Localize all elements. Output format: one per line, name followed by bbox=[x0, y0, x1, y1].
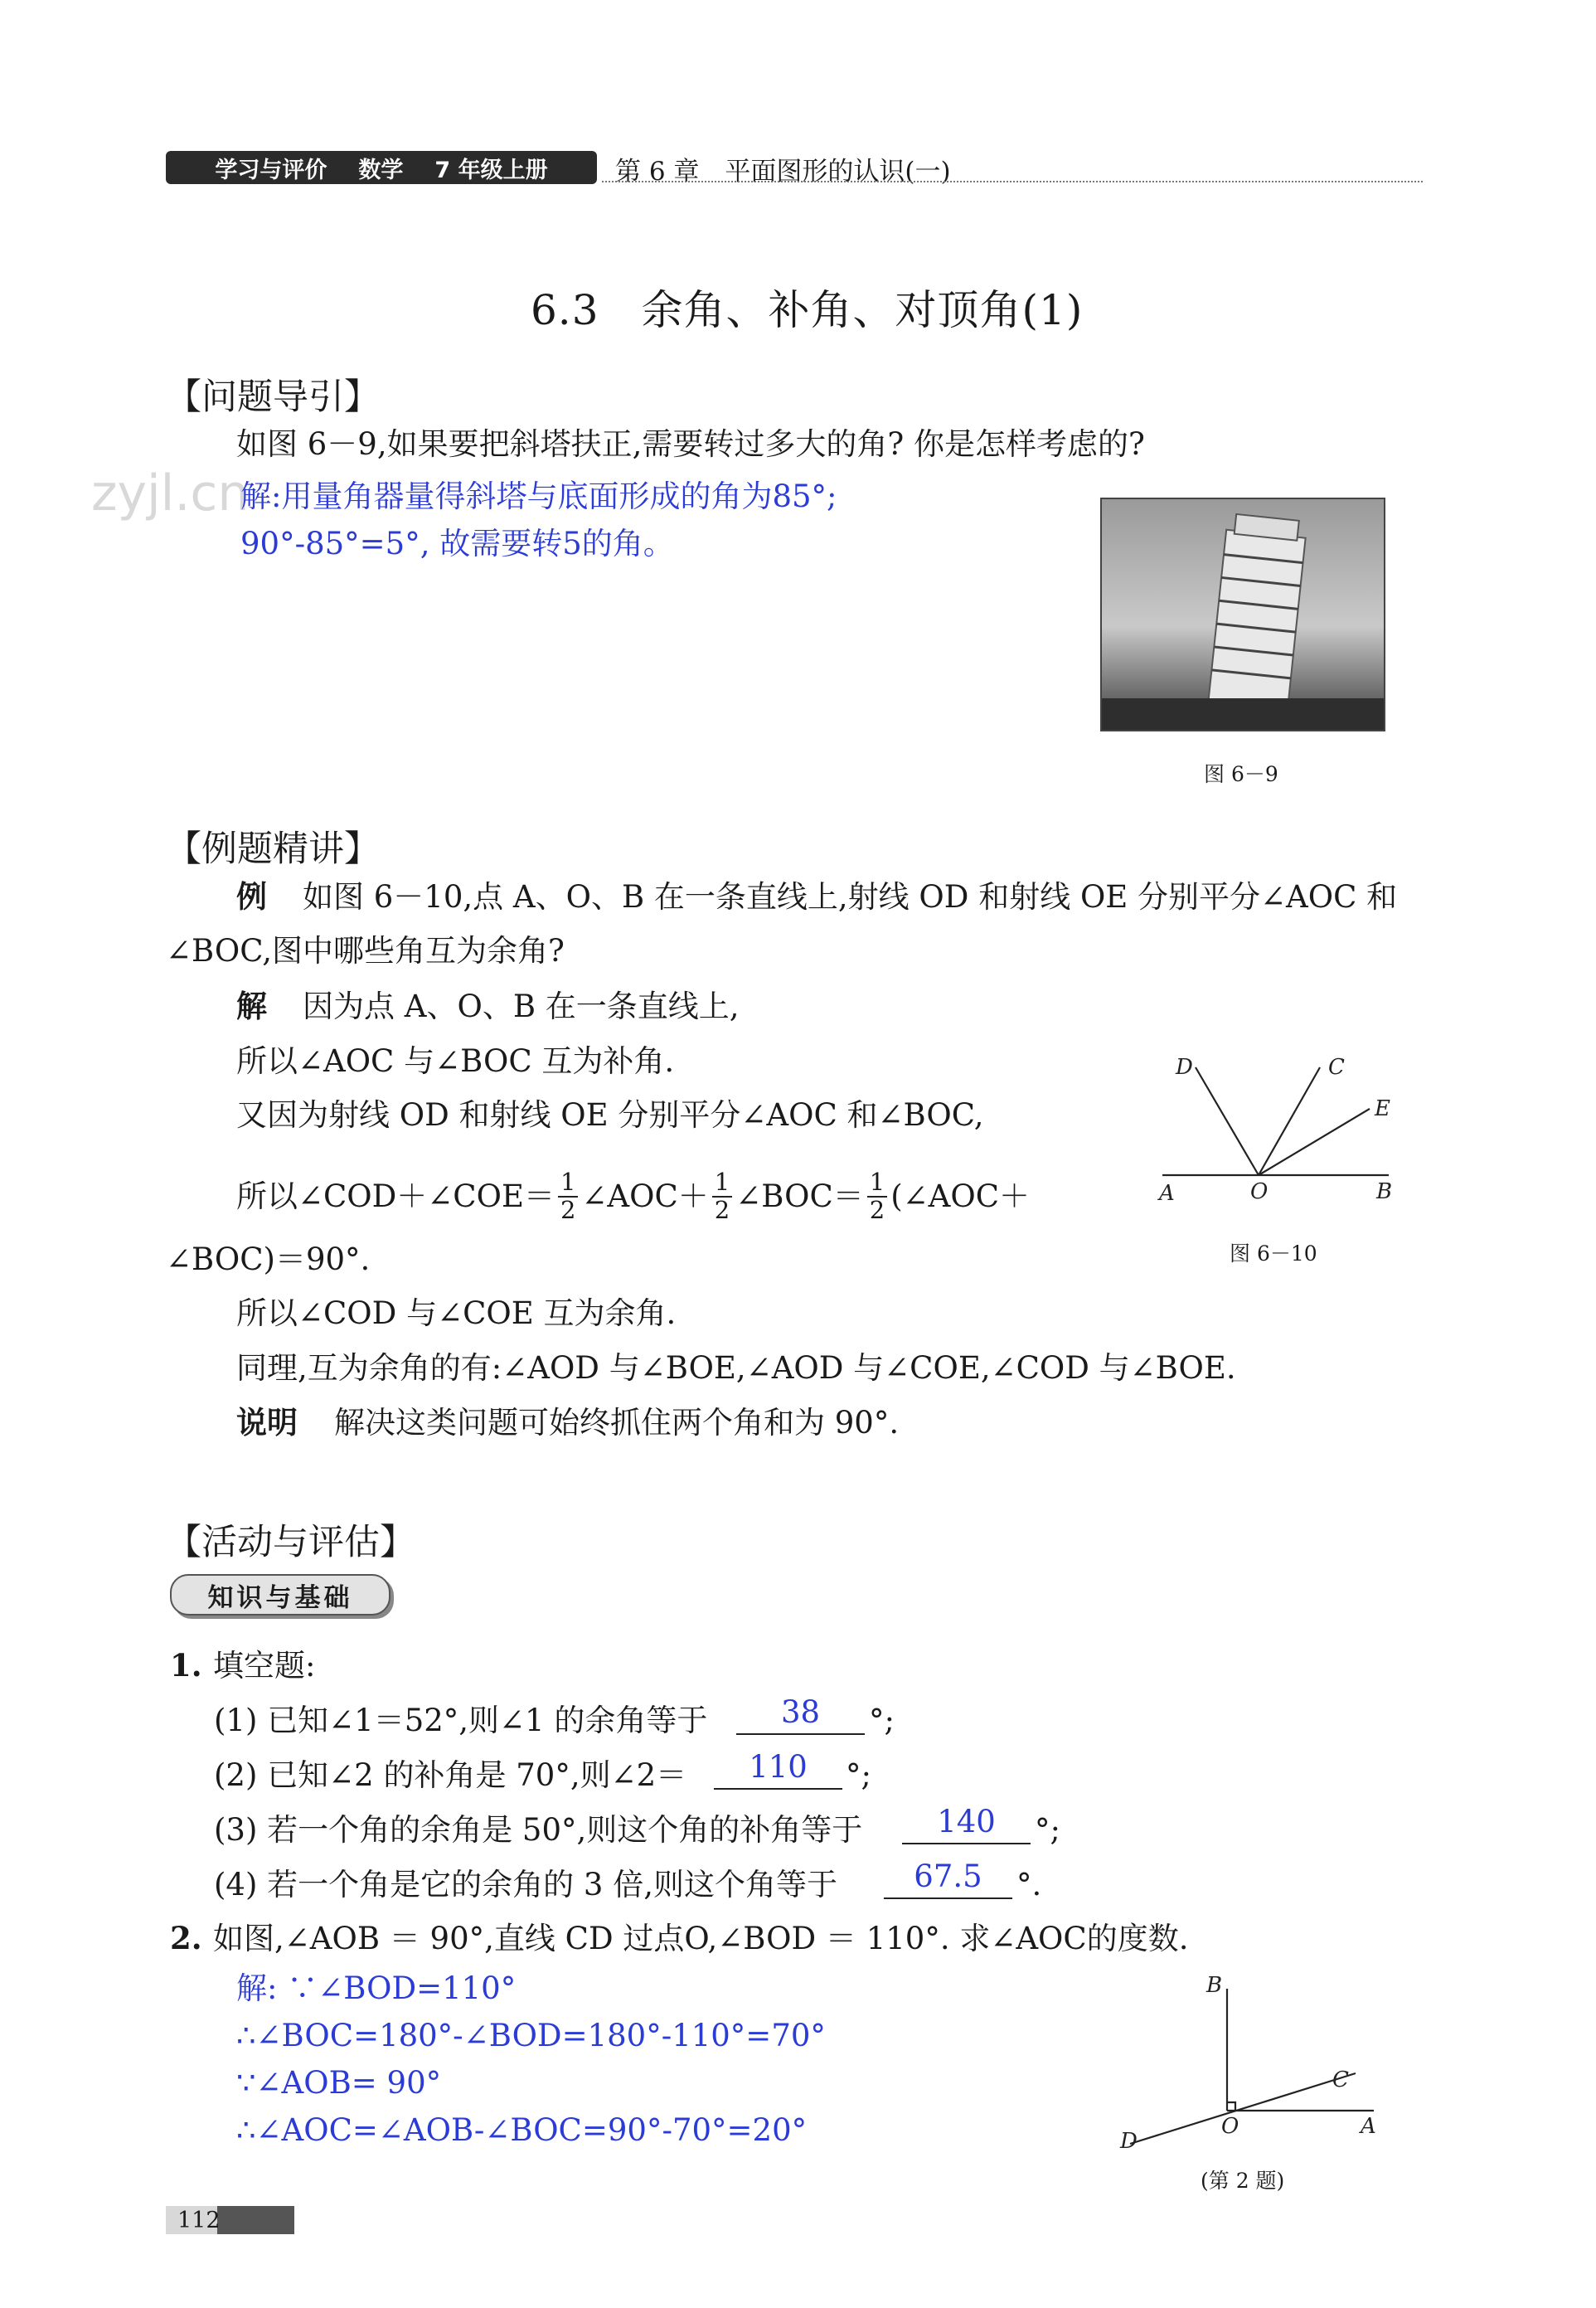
q1-stem: 填空题: bbox=[213, 1648, 316, 1684]
guide-answer-line1: 解:用量角器量得斜塔与底面形成的角为85°; bbox=[240, 479, 837, 514]
q1-2-text: (2) 已知∠2 的补角是 70°,则∠2＝ bbox=[214, 1757, 687, 1793]
header-divider bbox=[602, 181, 1423, 182]
guide-question: 如图 6－9,如果要把斜塔扶正,需要转过多大的角? 你是怎样考虑的? bbox=[236, 426, 1145, 462]
q1-3-suffix: °; bbox=[1035, 1812, 1060, 1848]
q2-answer-line3: ∵∠AOB= 90° bbox=[236, 2065, 442, 2101]
solution-line4-part2: ∠AOC＋ bbox=[581, 1178, 709, 1215]
figure-6-10-caption: 图 6－10 bbox=[1230, 1241, 1317, 1266]
q2-answer-line4: ∴∠AOC=∠AOB-∠BOC=90°-70°=20° bbox=[236, 2112, 808, 2148]
lesson-title: 6.3 余角、补角、对顶角(1) bbox=[531, 286, 1084, 334]
q1-1-answer-blank[interactable]: 38 bbox=[736, 1697, 865, 1735]
label-C: C bbox=[1328, 1055, 1345, 1080]
q2-answer-line2: ∴∠BOC=180°-∠BOD=180°-110°=70° bbox=[236, 2018, 826, 2053]
fraction-denominator: 2 bbox=[560, 1195, 576, 1224]
q2-stem: 如图,∠AOB ＝ 90°,直线 CD 过点O,∠BOD ＝ 110°. 求∠AOC的度数. bbox=[213, 1921, 1189, 1956]
solution-line4 bbox=[236, 1169, 1030, 1224]
label-C: C bbox=[1332, 2067, 1349, 2092]
section-example: 【例题精讲】 bbox=[166, 828, 380, 870]
line-CD bbox=[1130, 2073, 1356, 2144]
solution-line4-part4: (∠AOC＋ bbox=[890, 1178, 1031, 1215]
leaning-tower-photo bbox=[1100, 498, 1385, 731]
label-A: A bbox=[1159, 1181, 1175, 1203]
watermark: zyjl.cn bbox=[91, 464, 250, 522]
q2-figure-diagram bbox=[1115, 1974, 1397, 2152]
fraction-half-1 bbox=[558, 1169, 578, 1224]
fraction-half-3 bbox=[867, 1169, 887, 1224]
q1-number: 1. bbox=[170, 1647, 202, 1684]
label-B: B bbox=[1376, 1179, 1393, 1203]
figure-6-10-diagram bbox=[1144, 1049, 1409, 1203]
book-subject: 数学 bbox=[358, 157, 404, 183]
solution-line4-part3: ∠BOC＝ bbox=[735, 1178, 864, 1215]
fraction-numerator: 1 bbox=[867, 1169, 887, 1198]
fraction-denominator: 2 bbox=[714, 1195, 730, 1224]
solution-line5: ∠BOC)＝90°. bbox=[166, 1241, 371, 1277]
q1-4-answer-blank[interactable]: 67.5 bbox=[884, 1861, 1012, 1899]
q1-4-text: (4) 若一个角是它的余角的 3 倍,则这个角等于 bbox=[214, 1867, 837, 1902]
note-label: 说明 bbox=[236, 1404, 298, 1441]
ray-OE bbox=[1259, 1109, 1370, 1175]
book-title: 学习与评价 bbox=[215, 157, 327, 183]
fraction-half-2 bbox=[712, 1169, 732, 1224]
example-problem-line1: 如图 6－10,点 A、O、B 在一条直线上,射线 OD 和射线 OE 分别平分∠AOC 和 bbox=[303, 879, 1398, 915]
note-text: 解决这类问题可始终抓住两个角和为 90°. bbox=[334, 1405, 900, 1441]
section-activity: 【活动与评估】 bbox=[166, 1522, 415, 1563]
q2-number: 2. bbox=[170, 1920, 202, 1956]
fraction-denominator: 2 bbox=[869, 1195, 885, 1224]
q1-3-answer-blank[interactable]: 140 bbox=[902, 1806, 1031, 1844]
label-D: D bbox=[1120, 2129, 1138, 2152]
q1-3-text: (3) 若一个角的余角是 50°,则这个角的补角等于 bbox=[214, 1812, 863, 1848]
fraction-numerator: 1 bbox=[558, 1169, 578, 1198]
q2-figure-caption: (第 2 题) bbox=[1201, 2169, 1285, 2193]
q1-2-suffix: °; bbox=[846, 1757, 871, 1793]
ray-OC bbox=[1259, 1067, 1320, 1175]
knowledge-basics-badge: 知识与基础 bbox=[170, 1574, 391, 1616]
section-guide: 【问题导引】 bbox=[166, 377, 380, 418]
example-problem-line2: ∠BOC,图中哪些角互为余角? bbox=[166, 933, 565, 969]
q1-4-suffix: °. bbox=[1016, 1867, 1042, 1902]
label-D: D bbox=[1176, 1055, 1193, 1080]
example-label: 例 bbox=[236, 878, 267, 915]
right-angle-mark bbox=[1227, 2102, 1235, 2111]
label-B: B bbox=[1206, 1974, 1223, 1998]
solution-line3: 又因为射线 OD 和射线 OE 分别平分∠AOC 和∠BOC, bbox=[236, 1097, 984, 1133]
book-header-pill bbox=[166, 151, 597, 184]
solution-line1: 因为点 A、O、B 在一条直线上, bbox=[303, 989, 740, 1024]
solution-line7: 同理,互为余角的有:∠AOD 与∠BOE,∠AOD 与∠COE,∠COD 与∠BOE. bbox=[236, 1350, 1236, 1386]
solution-label: 解 bbox=[236, 988, 267, 1024]
page-number: 112 bbox=[177, 2208, 221, 2233]
guide-answer-line2: 90°-85°=5°, 故需要转5的角。 bbox=[240, 526, 674, 561]
label-E: E bbox=[1375, 1096, 1390, 1121]
book-grade: 7 年级上册 bbox=[434, 157, 548, 183]
tower-illustration bbox=[1102, 499, 1384, 730]
ray-OD bbox=[1196, 1067, 1259, 1175]
q2-answer-line1: 解: ∵∠BOD=110° bbox=[236, 1970, 517, 2006]
label-O: O bbox=[1221, 2114, 1239, 2139]
solution-line6: 所以∠COD 与∠COE 互为余角. bbox=[236, 1295, 677, 1331]
label-A: A bbox=[1361, 2114, 1376, 2139]
q1-1-suffix: °; bbox=[869, 1703, 895, 1738]
chapter-heading: 第 6 章 平面图形的认识(一) bbox=[615, 157, 951, 187]
q1-2-answer-blank[interactable]: 110 bbox=[714, 1752, 842, 1790]
label-O: O bbox=[1250, 1179, 1269, 1203]
solution-line2: 所以∠AOC 与∠BOC 互为补角. bbox=[236, 1043, 675, 1079]
fraction-numerator: 1 bbox=[712, 1169, 732, 1198]
solution-line4-part1: 所以∠COD＋∠COE＝ bbox=[236, 1178, 555, 1215]
page-number-box bbox=[166, 2206, 294, 2234]
figure-6-9-caption: 图 6－9 bbox=[1204, 762, 1278, 786]
q1-1-text: (1) 已知∠1＝52°,则∠1 的余角等于 bbox=[214, 1703, 708, 1738]
